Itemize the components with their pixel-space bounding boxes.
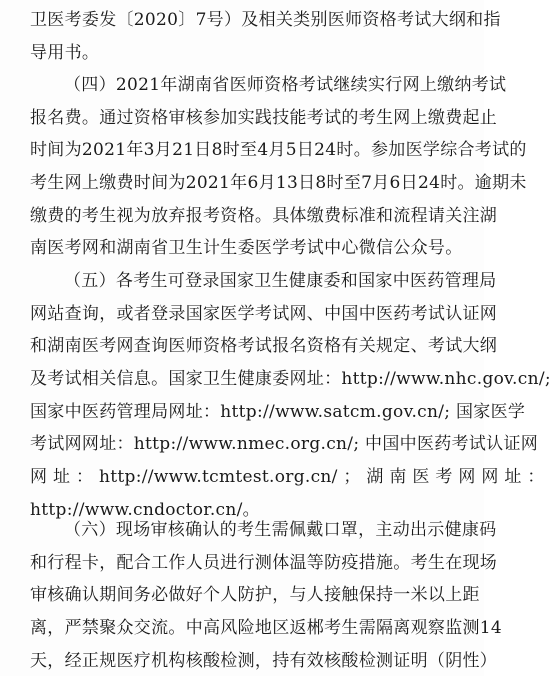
text-line: （五）各考生可登录国家卫生健康委和国家中医药管理局 xyxy=(64,271,497,291)
text-line: 网站查询，或者登录国家医学考试网、中国中医药考试认证网 xyxy=(30,303,498,324)
paragraph-section-six-onsite-review xyxy=(30,514,503,677)
text-line: （六）现场审核确认的考生需佩戴口罩，主动出示健康码 xyxy=(64,520,497,540)
paragraph-section-five-websites xyxy=(30,265,551,527)
text-line: （四）2021年湖南省医师资格考试继续实行网上缴纳考试 xyxy=(64,75,507,95)
text-line: 考生网上缴费时间为2021年6月13日8时至7月6日24时。逾期未 xyxy=(30,173,527,194)
text-line: 国家中医药管理局网址：http://www.satcm.gov.cn/; 国家医学 xyxy=(30,401,526,422)
text-line: 离，严禁聚众交流。中高风险地区返郴考生需隔离观察监测14 xyxy=(30,618,503,639)
text-line: 及考试相关信息。国家卫生健康委网址：http://www.nhc.gov.cn/; xyxy=(30,369,551,390)
text-line: http://www.cndoctor.cn/。 xyxy=(30,499,260,520)
paragraph-exam-syllabus xyxy=(30,4,501,69)
text-line: 卫医考委发〔2020〕7号）及相关类别医师资格考试大纲和指 xyxy=(30,10,501,30)
text-line: 时间为2021年3月21日8时至4月5日24时。参加医学综合考试的 xyxy=(30,140,527,161)
text-line: 南医考网和湖南省卫生计生委医学考试中心微信公众号。 xyxy=(30,238,463,259)
text-line: 和行程卡，配合工作人员进行测体温等防疫措施。考生在现场 xyxy=(30,552,498,573)
text-line: 考试网网址：http://www.nmec.org.cn/; 中国中医药考试认证网 xyxy=(30,434,539,455)
paragraph-section-four-fee xyxy=(30,69,527,265)
text-line: 缴费的考生视为放弃报考资格。具体缴费标准和流程请关注湖 xyxy=(30,205,498,226)
text-line: 和湖南医考网查询医师资格考试报名资格有关规定、考试大纲 xyxy=(30,336,498,357)
text-line: 审核确认期间务必做好个人防护，与人接触保持一米以上距 xyxy=(30,585,480,606)
text-line: 报名费。通过资格审核参加实践技能考试的考生网上缴费起止 xyxy=(30,107,498,128)
text-line: 网 址 ： http://www.tcmtest.org.cn/ ； 湖 南 医 考 网 网 址 ： xyxy=(30,467,545,488)
text-line: 导用书。 xyxy=(30,42,100,63)
text-line: 天，经正规医疗机构核酸检测，持有效核酸检测证明（阴性） xyxy=(30,650,498,671)
